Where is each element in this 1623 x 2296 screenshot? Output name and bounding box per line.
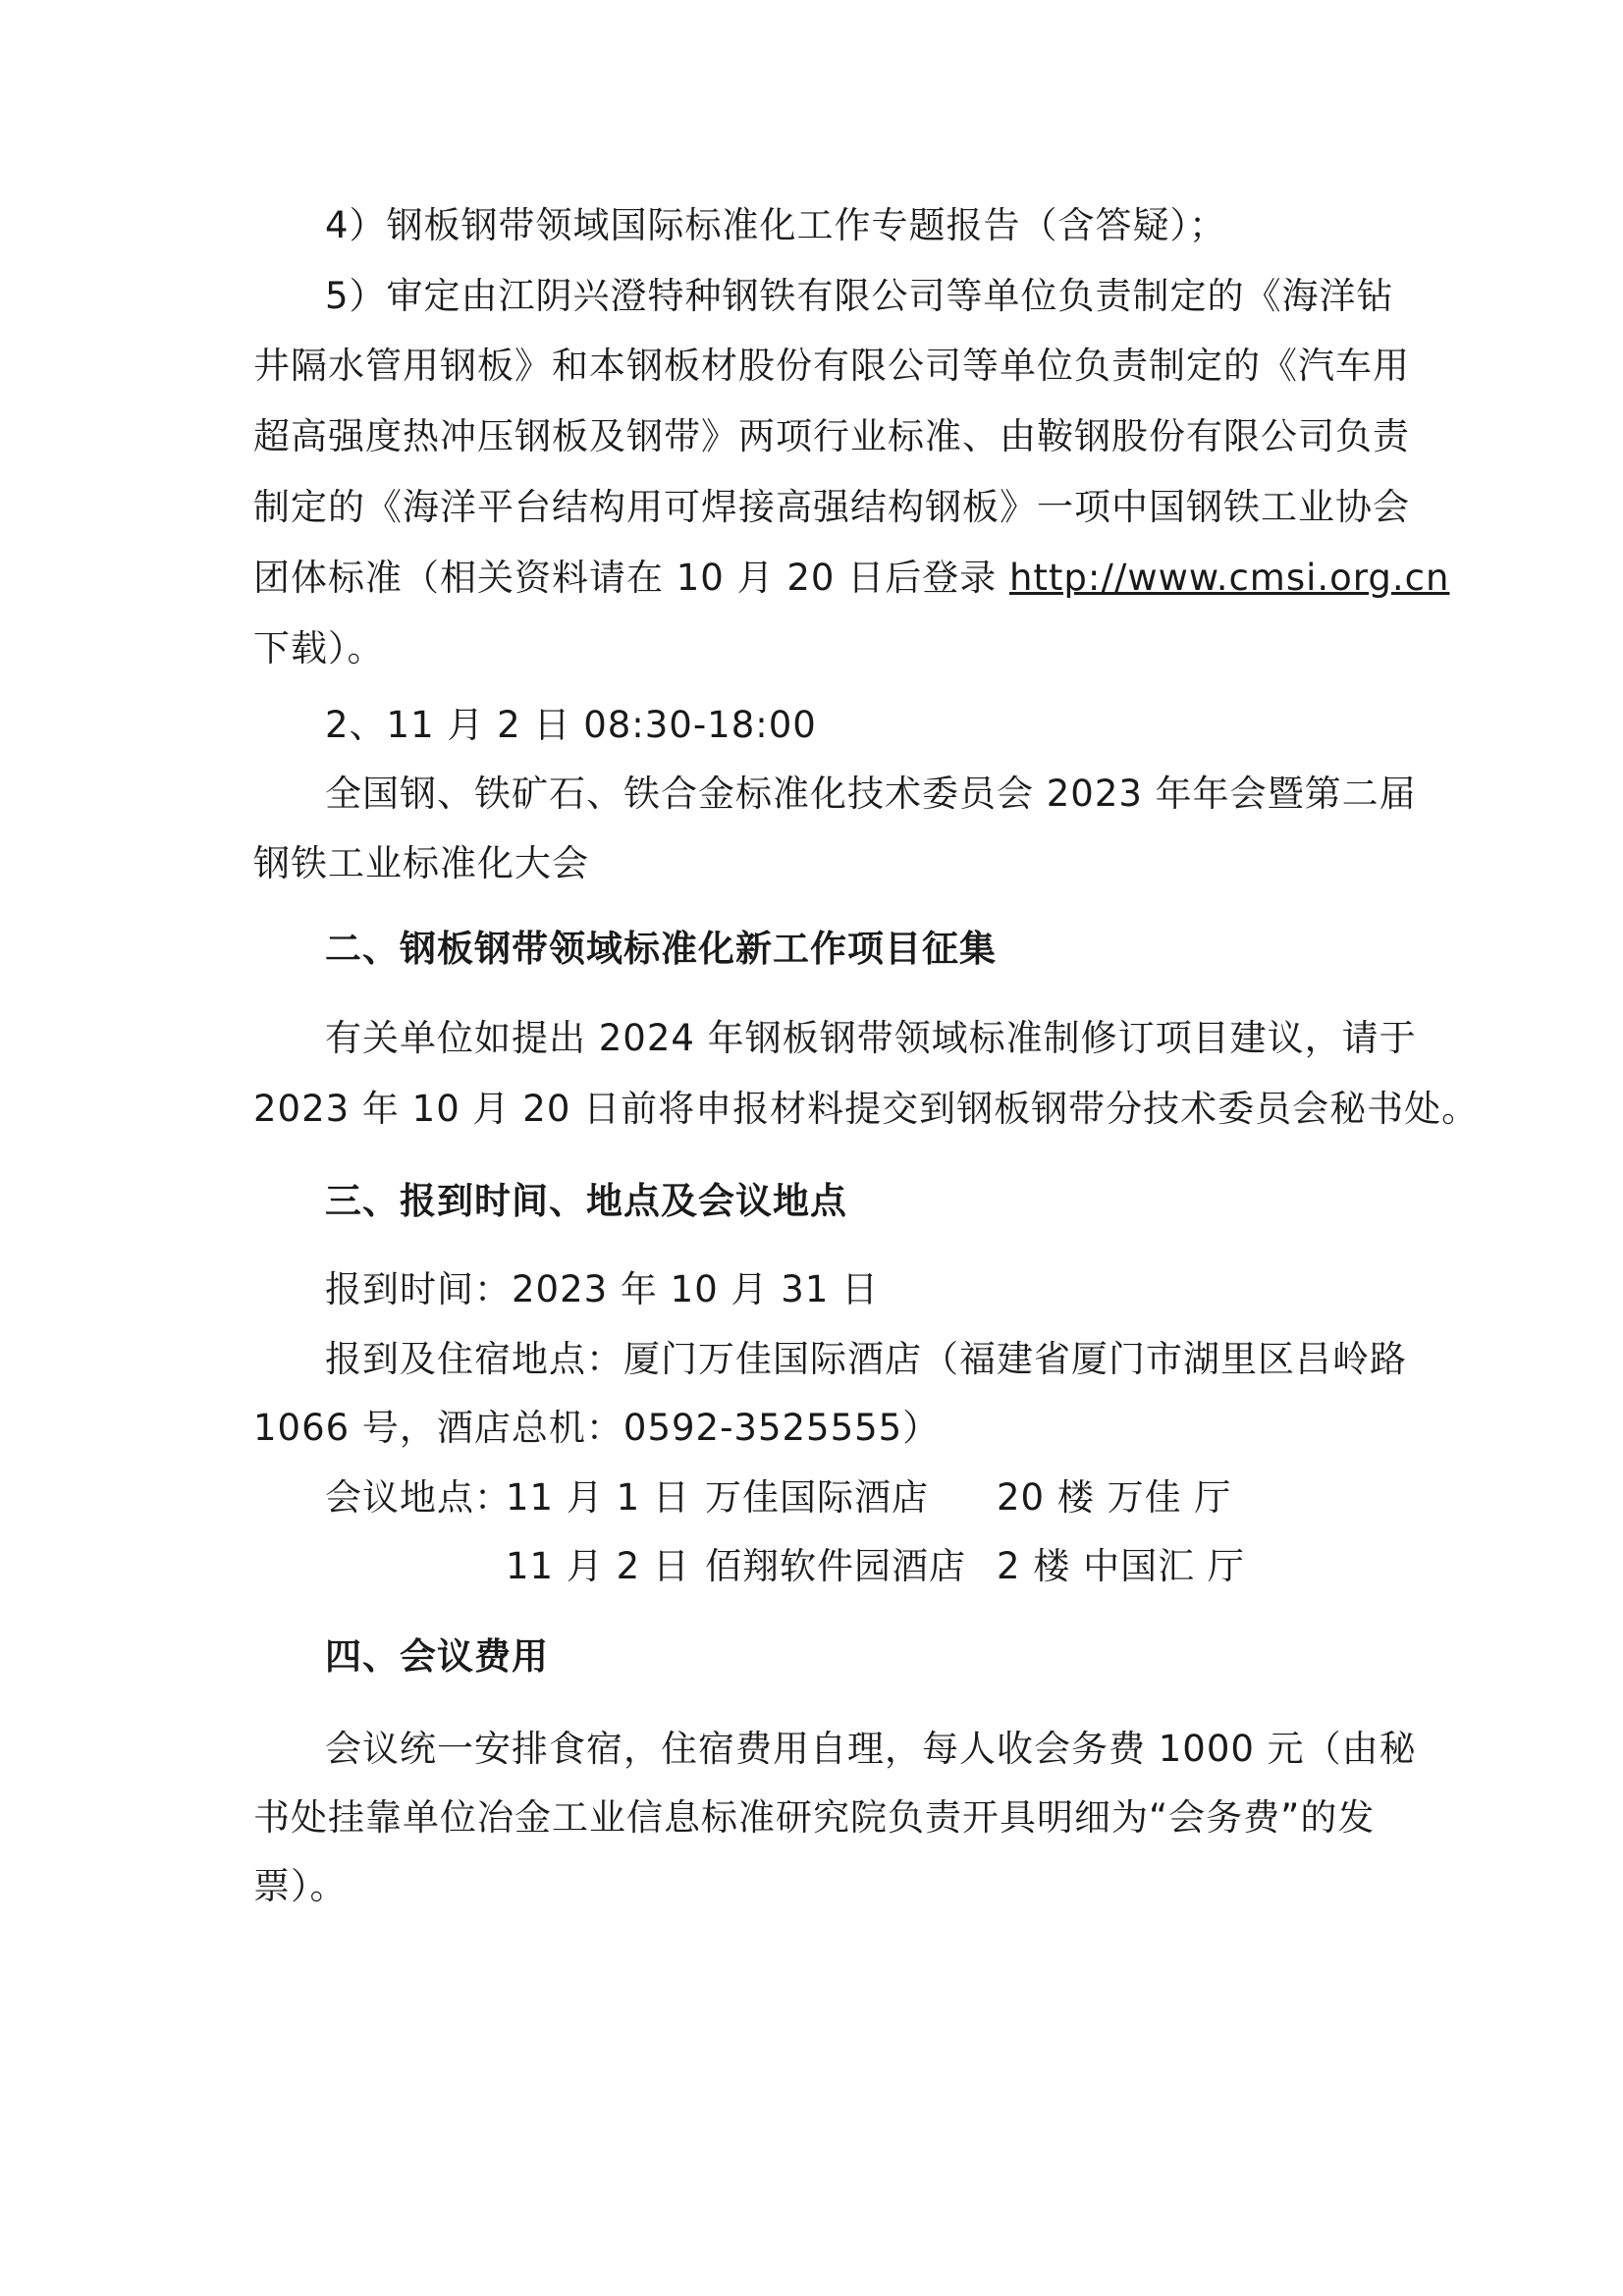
paragraph-item-5-line-1: 5）审定由江阴兴澄特种钢铁有限公司等单位负责制定的《海洋钻 bbox=[325, 275, 1394, 317]
schedule-day-2: 2、11 月 2 日 08:30-18:00 bbox=[325, 704, 817, 746]
venue-2-room: 2 楼 中国汇 厅 bbox=[997, 1545, 1245, 1587]
fees-line-1: 会议统一安排食宿，住宿费用自理，每人收会务费 1000 元（由秘 bbox=[325, 1728, 1417, 1770]
section-heading-4: 四、会议费用 bbox=[325, 1635, 549, 1678]
project-collection-line-1: 有关单位如提出 2024 年钢板钢带领域标准制修订项目建议，请于 bbox=[325, 1017, 1417, 1059]
paragraph-item-5-line-6: 下载）。 bbox=[253, 627, 385, 669]
paragraph-item-5-line-5 bbox=[253, 557, 1449, 600]
venue-1-hotel: 万佳国际酒店 bbox=[705, 1476, 929, 1519]
annual-meeting-line-2: 钢铁工业标准化大会 bbox=[253, 842, 589, 884]
venue-1-date: 11 月 1 日 bbox=[506, 1476, 690, 1519]
fees-line-3: 票）。 bbox=[253, 1865, 348, 1907]
venue-label: 会议地点： bbox=[325, 1476, 512, 1519]
venue-1-room: 20 楼 万佳 厅 bbox=[997, 1476, 1232, 1519]
paragraph-item-5-line-2: 井隔水管用钢板》和本钢板材股份有限公司等单位负责制定的《汽车用 bbox=[253, 345, 1410, 387]
paragraph-item-4: 4）钢板钢带领域国际标准化工作专题报告（含答疑）； bbox=[325, 204, 1227, 246]
venue-2-hotel: 佰翔软件园酒店 bbox=[705, 1545, 966, 1587]
section-heading-3: 三、报到时间、地点及会议地点 bbox=[325, 1180, 847, 1222]
paragraph-item-5-line-3: 超高强度热冲压钢板及钢带》两项行业标准、由鞍钢股份有限公司负责 bbox=[253, 415, 1410, 457]
registration-time: 报到时间：2023 年 10 月 31 日 bbox=[325, 1268, 880, 1310]
project-collection-line-2: 2023 年 10 月 20 日前将申报材料提交到钢板钢带分技术委员会秘书处。 bbox=[253, 1088, 1480, 1130]
registration-place-line-1: 报到及住宿地点：厦门万佳国际酒店（福建省厦门市湖里区吕岭路 bbox=[325, 1338, 1407, 1380]
paragraph-text: 团体标准（相关资料请在 10 月 20 日后登录 bbox=[253, 557, 1009, 599]
registration-place-line-2: 1066 号，酒店总机：0592-3525555） bbox=[253, 1407, 941, 1449]
paragraph-item-5-line-4: 制定的《海洋平台结构用可焊接高强结构钢板》一项中国钢铁工业协会 bbox=[253, 486, 1410, 528]
section-heading-2: 二、钢板钢带领域标准化新工作项目征集 bbox=[325, 928, 997, 970]
annual-meeting-line-1: 全国钢、铁矿石、铁合金标准化技术委员会 2023 年年会暨第二届 bbox=[325, 773, 1417, 815]
fees-line-2: 书处挂靠单位冶金工业信息标准研究院负责开具明细为“会务费”的发 bbox=[253, 1796, 1376, 1839]
cmsi-link[interactable]: http://www.cmsi.org.cn bbox=[1008, 557, 1450, 599]
venue-2-date: 11 月 2 日 bbox=[506, 1545, 690, 1587]
